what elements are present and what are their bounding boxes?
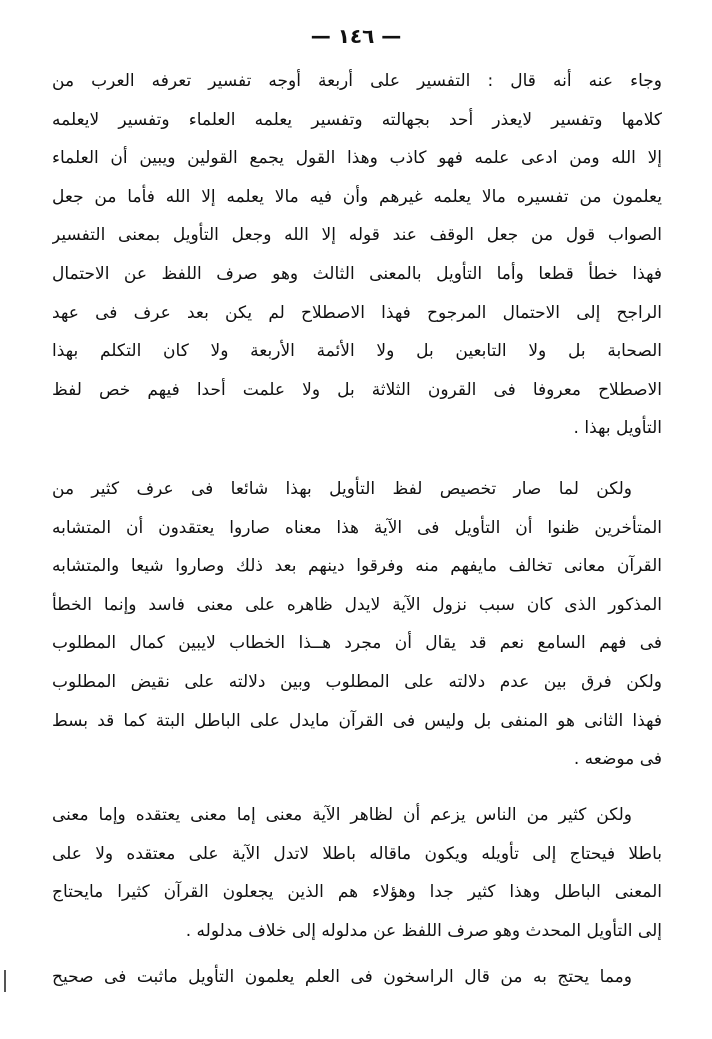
paragraph-1 <box>52 62 662 448</box>
text-line: فهذا الثانى هو المنفى بل وليس فى القرآن مايدل على الباطل البتة كما قد بسط <box>52 710 662 731</box>
text-line: إلا الله ومن ادعى علمه فهو كاذب وهذا القول يجمع القولين ويبين أن العلماء <box>52 148 662 169</box>
text-line: التأويل بهذا . <box>573 418 662 439</box>
text-line: الصحابة بل ولا التابعين بل ولا الأئمة الأربعة ولا كان التكلم بهذا <box>52 341 662 362</box>
text-line: ولكن كثير من الناس يزعم أن لظاهر الآية معنى إما معنى يعتقده وإما معنى <box>52 805 632 825</box>
paragraph-3 <box>52 796 662 950</box>
paragraph-4 <box>52 958 662 997</box>
text-line: الصواب قول من جعل الوقف عند قوله إلا الله وجعل التأويل بمعنى التفسير <box>52 225 662 246</box>
text-line: ولكن لما صار تخصيص لفظ التأويل بهذا شائعا فى عرف كثير من <box>52 479 632 499</box>
text-line: الراجح إلى الاحتمال المرجوح فهذا الاصطلاح لم يكن بعد عرف فى عهد <box>52 302 662 323</box>
text-line: فهذا خطأ قطعا وأما التأويل بالمعنى الثالث وهو صرف اللفظ عن الاحتمال <box>52 263 662 284</box>
text-line: المذكور الذى كان سبب نزول الآية لايدل ظاهره على معنى فاسد وإنما الخطأ <box>52 594 662 615</box>
text-line: فى فهم السامع نعم قد يقال أن مجرد هــذا الخطاب لايبين كمال المطلوب <box>52 633 662 654</box>
text-line: فى موضعه . <box>573 749 662 770</box>
paragraph-2 <box>52 470 662 779</box>
text-line: الاصطلاح معروفا فى القرون الثلاثة بل ولا علمت أحدا فيهم خص لفظ <box>52 379 662 400</box>
text-line: وجاء عنه أنه قال : التفسير على أربعة أوجه تفسير تعرفه العرب من <box>52 71 662 91</box>
text-line: المعنى الباطل وهذا كثير جدا وهؤلاء هم الذين يجعلون القرآن كثيرا مايحتاج <box>52 882 662 903</box>
text-line: كلامها وتفسير لايعذر أحد بجهالته وتفسير يعلمه العلماء وتفسير لايعلمه <box>52 109 662 130</box>
scan-edge-mark <box>4 970 6 992</box>
text-line: المتأخرين ظنوا أن التأويل فى الآية هذا معناه صاروا يعتقدون أن المتشابه <box>52 517 662 538</box>
page-number: — ١٤٦ — <box>310 24 402 48</box>
text-line: إلى التأويل المحدث وهو صرف اللفظ عن مدلوله إلى خلاف مدلوله . <box>185 920 662 941</box>
text-line: ومما يحتج به من قال الراسخون فى العلم يعلمون التأويل ماثبت فى صحيح <box>52 967 632 987</box>
text-line: القرآن معانى تخالف مايفهم منه وفرقوا دينهم بعد ذلك وصاروا شيعا والمتشابه <box>52 556 662 577</box>
text-line: يعلمون من تفسيره مالا يعلمه غيرهم وأن فيه مالا يعلمه إلا الله فأما من جعل <box>52 186 662 207</box>
text-line: باطلا فيحتاج إلى تأويله ويكون ماقاله باطلا لاتدل الآية على معتقده ولا على <box>52 843 662 864</box>
text-line: ولكن فرق بين عدم دلالته على المطلوب وبين دلالته على نقيض المطلوب <box>52 671 662 692</box>
